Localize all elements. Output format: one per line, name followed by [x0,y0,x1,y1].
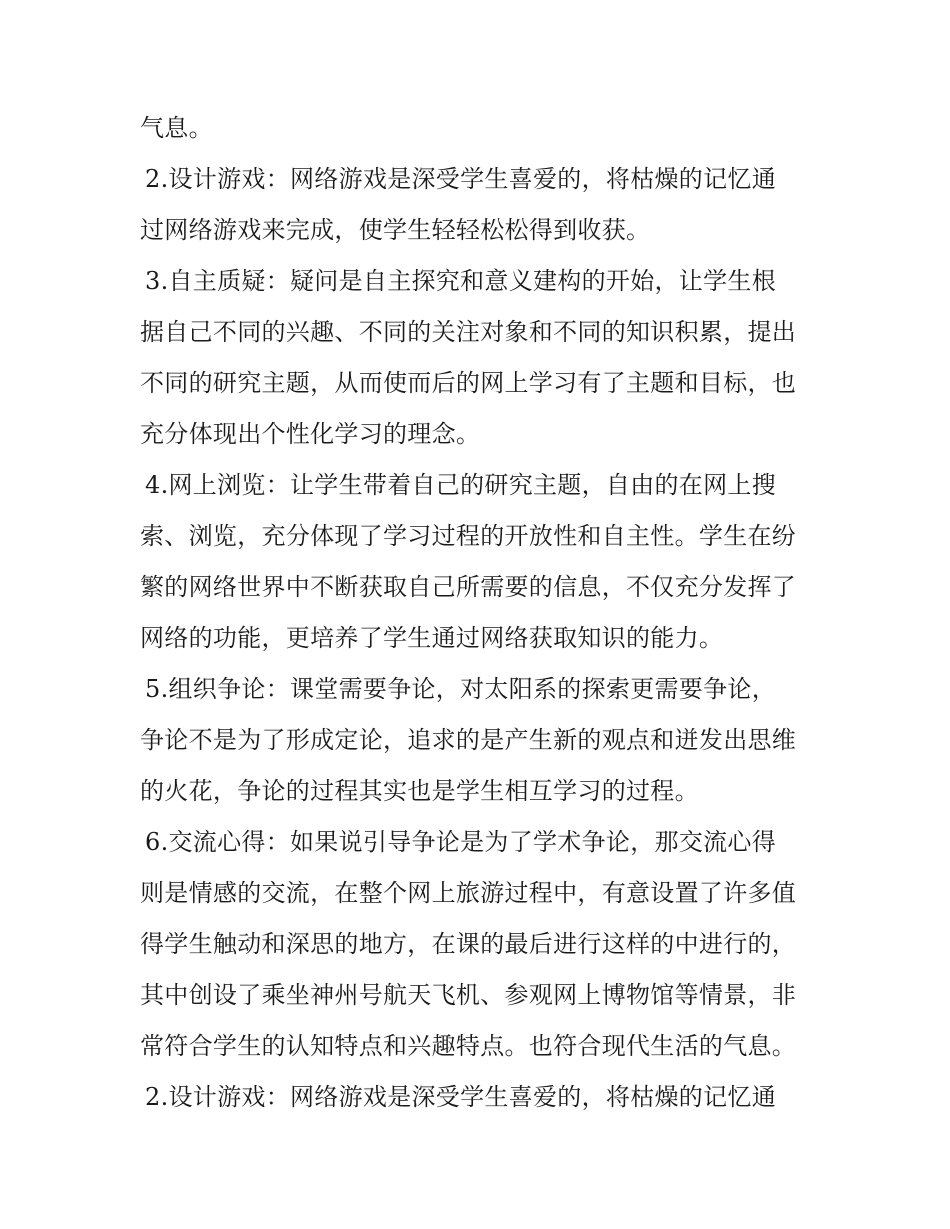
text-line: 6.交流心得：如果说引导争论是为了学术争论，那交流心得 [145,828,776,856]
text-line: 2.设计游戏：网络游戏是深受学生喜爱的，将枯燥的记忆通 [145,1083,776,1111]
text-line: 5.组织争论：课堂需要争论，对太阳系的探索更需要争论， [145,675,776,703]
text-line: 则是情感的交流，在整个网上旅游过程中，有意设置了许多值 [140,879,797,907]
text-line: 其中创设了乘坐神州号航天飞机、参观网上博物馆等情景，非 [140,981,797,1009]
text-line: 常符合学生的认知特点和兴趣特点。也符合现代生活的气息。 [140,1032,797,1060]
text-line: 的火花，争论的过程其实也是学生相互学习的过程。 [140,777,699,805]
text-line: 3.自主质疑：疑问是自主探究和意义建构的开始，让学生根 [145,267,776,295]
text-line: 繁的网络世界中不断获取自己所需要的信息，不仅充分发挥了 [140,573,797,601]
text-line: 过网络游戏来完成，使学生轻轻松松得到收获。 [140,216,651,244]
text-line: 据自己不同的兴趣、不同的关注对象和不同的知识积累，提出 [140,318,797,346]
text-line: 索、浏览，充分体现了学习过程的开放性和自主性。学生在纷 [140,522,797,550]
text-line: 网络的功能，更培养了学生通过网络获取知识的能力。 [140,624,724,652]
text-line: 4.网上浏览：让学生带着自己的研究主题，自由的在网上搜 [145,471,776,499]
text-line: 2.设计游戏：网络游戏是深受学生喜爱的，将枯燥的记忆通 [145,165,776,193]
text-line: 充分体现出个性化学习的理念。 [140,420,481,448]
text-line: 争论不是为了形成定论，追求的是产生新的观点和迸发出思维 [140,726,797,754]
text-line: 气息。 [140,114,213,142]
text-line: 得学生触动和深思的地方，在课的最后进行这样的中进行的， [140,930,797,958]
text-line: 不同的研究主题，从而使而后的网上学习有了主题和目标，也 [140,369,797,397]
